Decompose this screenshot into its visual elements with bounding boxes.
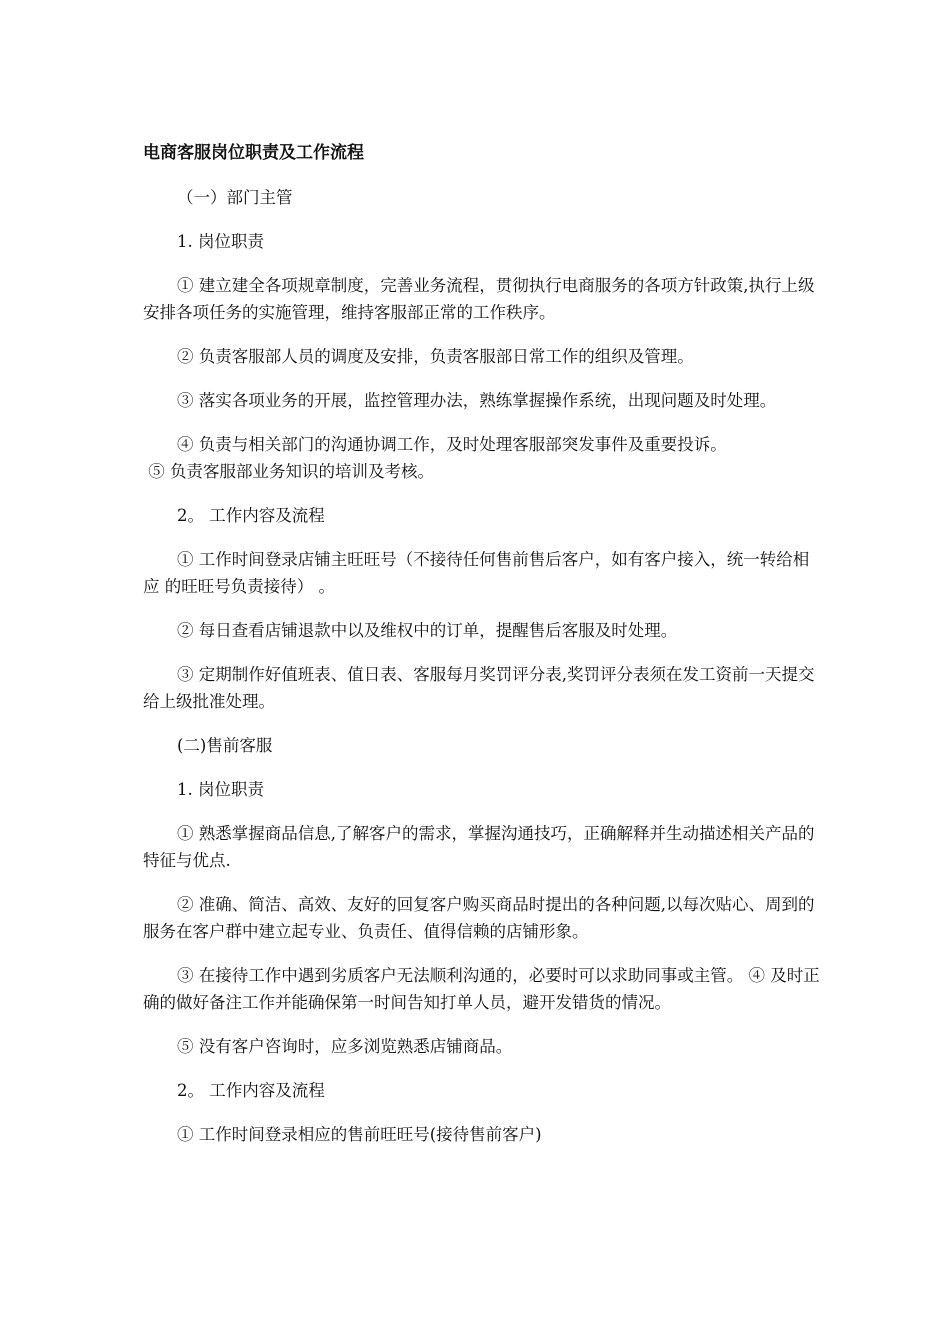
- presales-duty-item-5: ⑤ 没有客户咨询时，应多浏览熟悉店铺商品。: [177, 1037, 513, 1056]
- workflow-item-1: ① 工作时间登录店铺主旺旺号（不接待任何售前售后客户，如有客户接入，统一转给相应 的旺旺号负责接待） 。: [143, 550, 810, 596]
- duty-item-3: ③ 落实各项业务的开展，监控管理办法，熟练掌握操作系统，出现问题及时处理。: [177, 391, 777, 410]
- section-heading-dept-supervisor: （一）部门主管: [177, 188, 293, 207]
- workflow-item-3: ③ 定期制作好值班表、值日表、客服每月奖罚评分表,奖罚评分表须在发工资前一天提交 给上级批准处理。: [143, 665, 820, 711]
- presales-duties-heading: 1. 岗位职责: [177, 780, 264, 799]
- presales-workflow-heading: 2。 工作内容及流程: [177, 1081, 325, 1100]
- document-title: 电商客服岗位职责及工作流程: [143, 143, 364, 163]
- presales-duty-item-3-4: ③ 在接待工作中遇到劣质客户无法顺利沟通的，必要时可以求助同事或主管。 ④ 及时正确的做好备注工作并能确保第一时间告知打单人员，避开发错货的情况。: [143, 966, 820, 1012]
- duty-item-5: ⑤ 负责客服部业务知识的培训及考核。: [143, 462, 434, 481]
- duty-item-2: ② 负责客服部人员的调度及安排，负责客服部日常工作的组织及管理。: [177, 347, 694, 366]
- document-page: [143, 140, 823, 1165]
- duty-item-4: ④ 负责与相关部门的沟通协调工作，及时处理客服部突发事件及重要投诉。: [177, 435, 727, 454]
- workflow-item-2: ② 每日查看店铺退款中以及维权中的订单，提醒售后客服及时处理。: [177, 621, 678, 640]
- presales-duty-item-2: ② 准确、简洁、高效、友好的回复客户购买商品时提出的各种问题,以每次贴心、周到的 服务在客户群中建立起专业、负责任、值得信赖的店铺形象。: [143, 895, 820, 941]
- subsection-heading-workflow: 2。 工作内容及流程: [177, 506, 325, 525]
- section-heading-presales: (二)售前客服: [177, 736, 273, 755]
- subsection-heading-duties: 1. 岗位职责: [177, 232, 264, 251]
- presales-duty-item-1: ① 熟悉掌握商品信息,了解客户的需求，掌握沟通技巧，正确解释并生动描述相关产品的 特征与优点.: [143, 824, 820, 870]
- presales-workflow-item-1: ① 工作时间登录相应的售前旺旺号(接待售前客户): [177, 1125, 542, 1144]
- duty-item-1: ① 建立建全各项规章制度，完善业务流程，贯彻执行电商服务的各项方针政策,执行上级 安排各项任务的实施管理，维持客服部正常的工作秩序。: [143, 276, 820, 322]
